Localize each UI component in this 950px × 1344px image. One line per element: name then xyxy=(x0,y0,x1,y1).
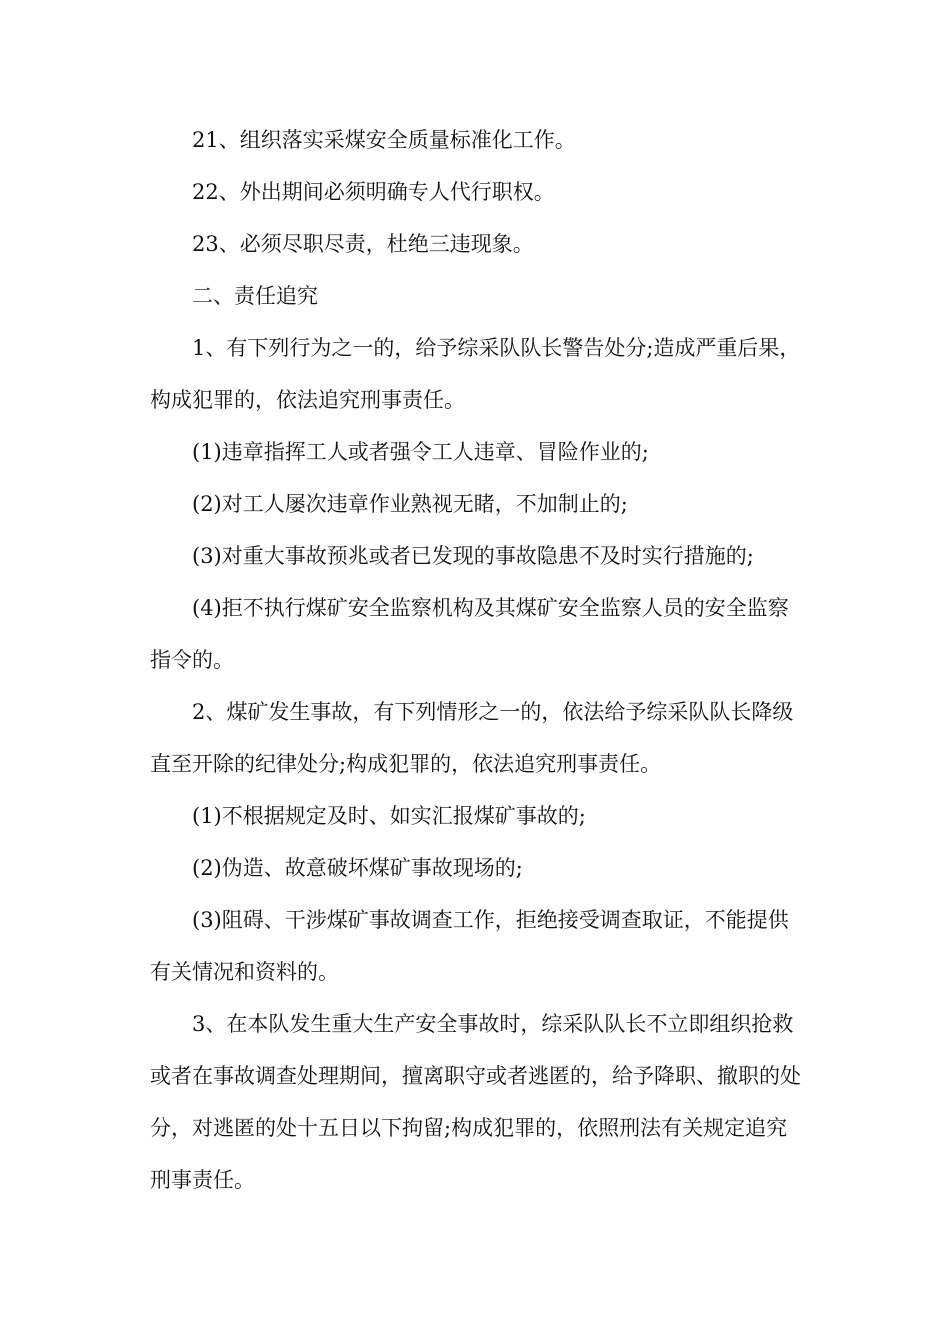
section-heading-responsibility: 二、责任追究 xyxy=(192,284,318,308)
clause-2-item-3: (3)阻碍、干涉煤矿事故调查工作，拒绝接受调查取证，不能提供有关情况和资料的。 xyxy=(150,908,789,984)
clause-3: 3、在本队发生重大生产安全事故时，综采队队长不立即组织抢救或者在事故调查处理期间，擅离职守或者逃匿的，给予降职、撤职的处分，对逃匿的处十五日以下拘留;构成犯罪的，依照刑法有关规定追究刑事责任。 xyxy=(150,1012,801,1192)
clause-2-item-2: (2)伪造、故意破坏煤矿事故现场的; xyxy=(192,856,523,880)
clause-1-item-4: (4)拒不执行煤矿安全监察机构及其煤矿安全监察人员的安全监察指令的。 xyxy=(150,596,789,672)
paragraph-23: 23、必须尽职尽责，杜绝三违现象。 xyxy=(192,232,534,256)
clause-1-item-1: (1)违章指挥工人或者强令工人违章、冒险作业的; xyxy=(192,440,649,464)
clause-2: 2、煤矿发生事故，有下列情形之一的，依法给予综采队队长降级直至开除的纪律处分;构成犯罪的，依法追究刑事责任。 xyxy=(150,700,794,776)
clause-1: 1、有下列行为之一的，给予综采队队长警告处分;造成严重后果，构成犯罪的，依法追究刑事责任。 xyxy=(150,336,801,412)
clause-1-item-2: (2)对工人屡次违章作业熟视无睹，不加制止的; xyxy=(192,492,628,516)
clause-2-item-1: (1)不根据规定及时、如实汇报煤矿事故的; xyxy=(192,804,586,828)
clause-1-item-3: (3)对重大事故预兆或者已发现的事故隐患不及时实行措施的; xyxy=(192,544,754,568)
paragraph-21: 21、组织落实采煤安全质量标准化工作。 xyxy=(192,128,576,152)
paragraph-22: 22、外出期间必须明确专人代行职权。 xyxy=(192,180,555,204)
document-body xyxy=(150,114,802,1206)
